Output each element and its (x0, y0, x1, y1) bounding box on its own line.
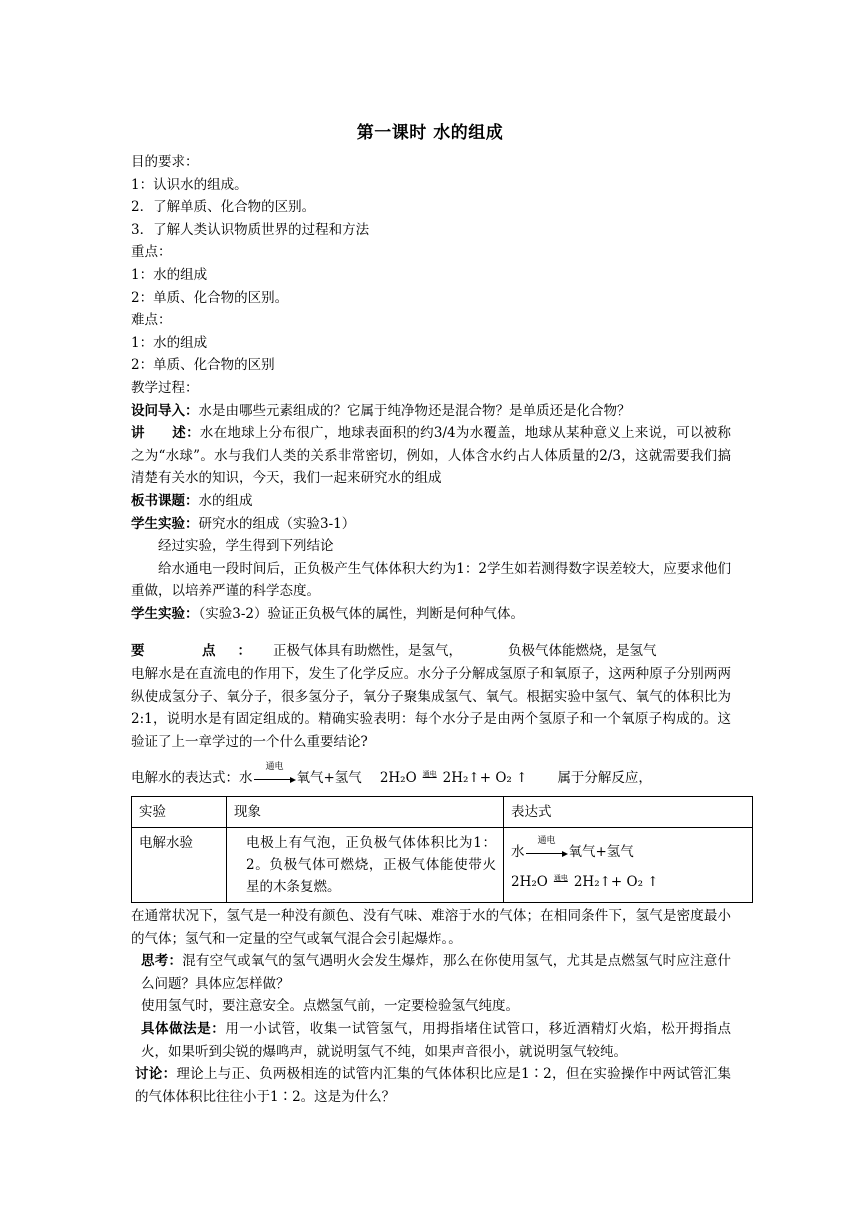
key-point-text-b: 负极气体能燃烧，是氢气 (508, 643, 657, 660)
think-label: 思考： (141, 953, 183, 970)
difficulty-item: 1：水的组成 (131, 334, 208, 351)
key-point-label: 要 点： (131, 643, 273, 660)
goal-item: 1：认识水的组成。 (131, 176, 248, 193)
equation-formula-products: 2H₂↑+ O₂ ↑ (442, 770, 528, 787)
equation-label: 电解水的表达式： (131, 770, 239, 787)
narrate-text: 水在地球上分布很广，地球表面积的约3/4为水覆盖，地球从某种意义上来说，可以被称之为“水球”。水与我们人类的关系非常密切，例如，人体含水约占人体质量的2/3，这就需要我们搞清楚有关水的知识，今天，我们一起来研究水的组成 (131, 425, 731, 487)
table-formula-reactant: 2H₂O (511, 874, 548, 891)
method-paragraph (131, 1018, 731, 1063)
board-text: 水的组成 (198, 492, 253, 509)
table-header-cell: 实验 (132, 797, 227, 828)
arrow-condition: 通电 (265, 762, 284, 773)
board-paragraph (131, 490, 731, 513)
reaction-arrow (254, 762, 296, 783)
equation-word-reactant: 水 (239, 770, 253, 787)
explanation-paragraph (131, 663, 731, 753)
process-heading: 教学过程： (131, 379, 199, 396)
table-cell-phenomenon: 电极上有气泡，正负极气体体积比为1：2。负极气体可燃烧，正极气体能使带火星的木条复燃。 (227, 828, 504, 903)
table-formula-equation (511, 863, 745, 893)
table-word-reactant: 水 (511, 844, 525, 861)
spacer (131, 753, 731, 763)
formula-condition: 通电 (553, 874, 568, 883)
table-word-equation (511, 832, 745, 863)
table-header-row (132, 797, 753, 828)
hydrogen-properties-text: 在通常状况下，氢气是一种没有颜色、没有气味、难溶于水的气体；在相同条件下，氢气是密度最小的气体；氢气和一定量的空气或氧气混合会引起爆炸。。 (131, 908, 731, 947)
method-label: 具体做法是： (141, 1021, 226, 1037)
key-points-heading: 重点： (131, 244, 172, 261)
experiment1-detail (131, 558, 731, 603)
narrate-paragraph (131, 422, 731, 490)
table-cell-expression (504, 828, 753, 903)
experiment1-text: 研究水的组成（实验3-1） (198, 515, 356, 532)
narrate-label: 讲 述： (131, 425, 200, 442)
experiment2-text: （实验3-2）验证正负极气体的属性，判断是何种气体。 (198, 605, 524, 622)
hydrogen-properties (131, 905, 731, 950)
formula-condition: 通电 (422, 770, 437, 779)
method-text: 用一小试管，收集一试管氢气，用拇指堵住试管口，移近酒精灯火焰，松开拇指点火，如果听到尖锐的爆鸣声，就说明氢气不纯，如果声音很小，就说明氢气较纯。 (141, 1021, 732, 1060)
table-row (132, 828, 753, 903)
experiment1-detail-text: 给水通电一段时间后，正负极产生气体体积大约为1：2学生如若测得数字误差较大，应要求他们重做，以培养严谨的科学态度。 (131, 560, 731, 600)
experiment1-paragraph (131, 513, 731, 536)
goal-item: 2．了解单质、化合物的区别。 (131, 199, 316, 216)
page-title: 第一课时 水的组成 (356, 123, 504, 143)
think-text: 混有空气或氧气的氢气遇明火会发生爆炸，那么在你使用氢气，尤其是点燃氢气时应注意什么问题？具体应怎样做？ (141, 953, 732, 992)
table-formula-products: 2H₂↑+ O₂ ↑ (573, 874, 659, 891)
key-point-text-a: 正极气体具有助燃性，是氢气， (273, 643, 462, 660)
goal-item: 3．了解人类认识物质世界的过程和方法 (131, 221, 370, 238)
answer-paragraph: 使用氢气时，要注意安全。点燃氢气前，一定要检验氢气纯度。 (141, 998, 519, 1015)
spacer (131, 625, 731, 640)
difficulties-heading: 难点： (131, 312, 172, 329)
discuss-paragraph (131, 1063, 731, 1108)
equation-line (131, 763, 731, 790)
difficulty-item: 2：单质、化合物的区别 (131, 357, 275, 374)
equation-formula-reactant: 2H₂O (379, 770, 417, 787)
reaction-type: 属于分解反应， (557, 770, 652, 787)
experiment-table (131, 796, 753, 903)
experiment2-paragraph (131, 603, 731, 626)
experiment1-label: 学生实验： (131, 515, 199, 532)
think-paragraph (131, 950, 731, 995)
experiment1-result: 经过实验，学生得到下列结论 (158, 538, 334, 555)
goals-heading: 目的要求： (131, 154, 199, 170)
key-point-item: 1：水的组成 (131, 266, 208, 283)
intro-paragraph (131, 400, 731, 423)
intro-label: 设问导入： (131, 402, 199, 419)
document-body (131, 151, 731, 1108)
explanation-text: 电解水是在直流电的作用下，发生了化学反应。水分子分解成氢原子和氧原子，这两种原子分别两两纵使成氢分子、氧分子，很多氢分子，氧分子聚集成氢气、氧气。根据实验中氢气、氧气的体积比为2:1，说明水是有固定组成的。精确实验表明：每个水分子是由两个氢原子和一个氧原子构成的。这验证了上一章学过的一个什么重要结论? (131, 666, 731, 750)
table-header-cell: 表达式 (504, 797, 753, 828)
discuss-text: 理论上与正、负两极相连的试管内汇集的气体体积比应是1∶2，但在实验操作中两试管汇集的气体体积比往往小于1∶2。这是为什么？ (135, 1066, 732, 1105)
table-word-products: 氧气+氢气 (568, 844, 634, 861)
table-header-cell: 现象 (227, 797, 504, 828)
equation-word-products: 氧气+氢气 (296, 770, 362, 787)
experiment2-label: 学生实验： (131, 605, 199, 622)
key-point-paragraph (131, 640, 731, 663)
arrow-condition: 通电 (537, 836, 556, 847)
intro-text: 水是由哪些元素组成的？它属于纯净物还是混合物？是单质还是化合物？ (198, 402, 631, 419)
reaction-arrow (526, 836, 568, 857)
board-label: 板书课题： (131, 492, 199, 509)
discuss-label: 讨论： (135, 1066, 177, 1083)
key-point-item: 2：单质、化合物的区别。 (131, 289, 289, 306)
table-cell-experiment: 电解水验 (132, 828, 227, 903)
